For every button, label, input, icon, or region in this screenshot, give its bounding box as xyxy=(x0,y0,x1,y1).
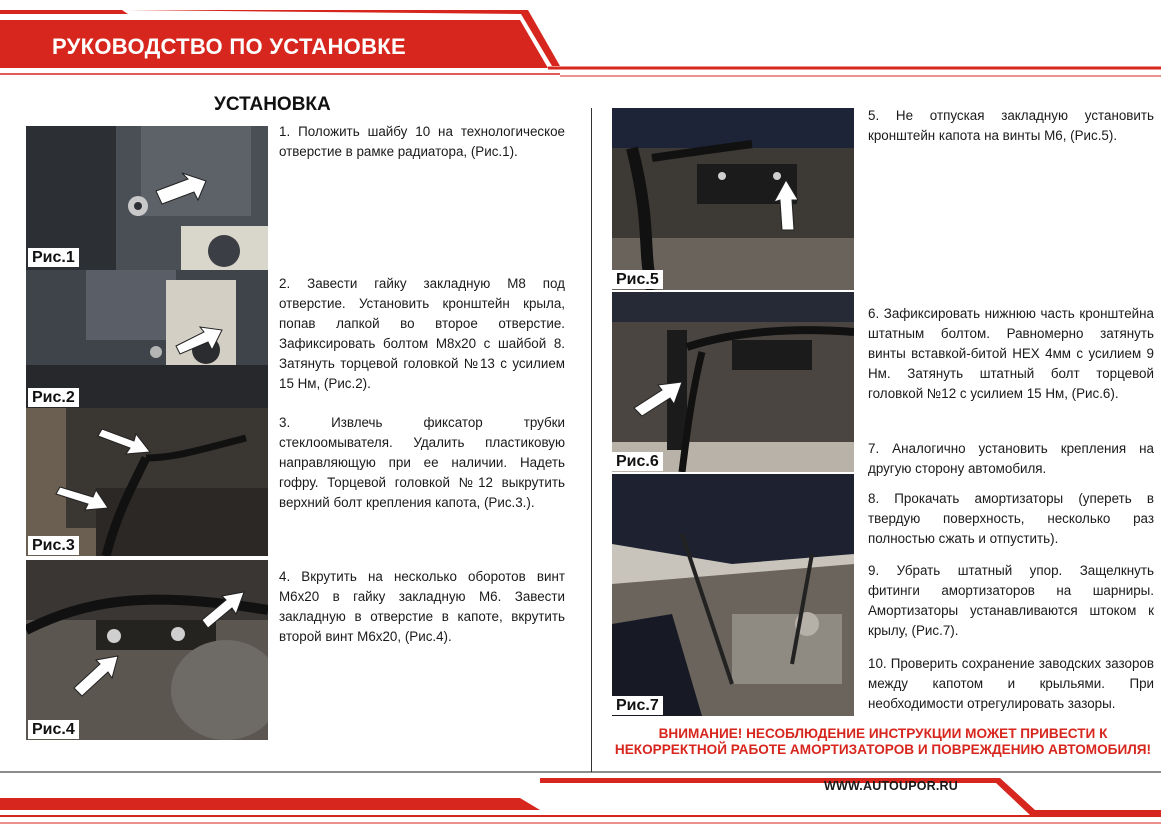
warning-notice: ВНИМАНИЕ! НЕСОБЛЮДЕНИЕ ИНСТРУКЦИИ МОЖЕТ ПРИВЕСТИ К НЕКОРРЕКТНОЙ РАБОТЕ АМОРТИЗАТОРОВ И ПОВРЕЖДЕНИЮ АВТОМОБИЛЯ! xyxy=(614,726,1152,757)
step-2-text: 2. Завести гайку закладную М8 под отверстие. Установить кронштейн крыла, попав лапкой во второе отверстие. Зафиксировать болтом М8х20 с шайбой 8. Затянуть торцевой головкой №13 с усилием 15 Нм, (Рис.2). xyxy=(279,276,565,391)
figure-2-label: Рис.2 xyxy=(28,388,79,407)
step-10-text: 10. Проверить сохранение заводских зазоров между капотом и крыльями. При необходимости отрегулировать зазоры. xyxy=(868,656,1154,711)
figure-4-label: Рис.4 xyxy=(28,720,79,739)
figure-3-label: Рис.3 xyxy=(28,536,79,555)
step-7-text: 7. Аналогично установить крепления на другую сторону автомобиля. xyxy=(868,441,1154,476)
figure-4-photo xyxy=(26,560,268,740)
footer-banner xyxy=(0,770,1161,833)
figure-5-photo xyxy=(612,108,854,290)
step-8-text: 8. Прокачать амортизаторы (упереть в твердую поверхность, несколько раз полностью сжать и отпустить). xyxy=(868,491,1154,546)
step-3-text: 3. Извлечь фиксатор трубки стеклоомывателя. Удалить пластиковую направляющую при ее наличии. Надеть гофру. Торцевой головкой №12 выкрутить верхний болт крепления капота, (Рис.3.). xyxy=(279,415,565,510)
figure-3-photo xyxy=(26,408,268,556)
step-4-text: 4. Вкрутить на несколько оборотов винт М6х20 в гайку закладную М6. Завести закладную в отверстие в капоте, вкрутить второй винт М6х20, (Рис.4). xyxy=(279,569,565,644)
figure-1-photo xyxy=(26,126,268,270)
figure-7-label: Рис.7 xyxy=(612,696,663,715)
figure-6-label: Рис.6 xyxy=(612,452,663,471)
figure-1-label: Рис.1 xyxy=(28,248,79,267)
figure-6-photo xyxy=(612,292,854,472)
website-url[interactable]: WWW.AUTOUPOR.RU xyxy=(824,779,959,793)
header-banner xyxy=(0,0,1161,100)
step-9-text: 9. Убрать штатный упор. Защелкнуть фитинги амортизаторов на шарниры. Амортизаторы устанавливаются штоком к крылу, (Рис.7). xyxy=(868,563,1154,638)
figure-5-label: Рис.5 xyxy=(612,270,663,289)
footer-stripes xyxy=(0,770,1161,833)
step-1-text: 1. Положить шайбу 10 на технологическое отверстие в рамке радиатора, (Рис.1). xyxy=(279,124,565,159)
page-title: РУКОВОДСТВО ПО УСТАНОВКЕ xyxy=(52,34,406,59)
figure-2-photo xyxy=(26,270,268,408)
figure-7-photo xyxy=(612,474,854,716)
step-5-text: 5. Не отпуская закладную установить кронштейн капота на винты М6, (Рис.5). xyxy=(868,108,1154,143)
column-divider xyxy=(591,108,592,772)
step-6-text: 6. Зафиксировать нижнюю часть кронштейна штатным болтом. Равномерно затянуть винты вставкой-битой HEX 4мм с усилием 9 Нм. Затянуть штатный болт торцевой головкой №12 с усилием 15 Нм, (Рис.6). xyxy=(868,306,1154,401)
section-title: УСТАНОВКА xyxy=(214,94,331,115)
